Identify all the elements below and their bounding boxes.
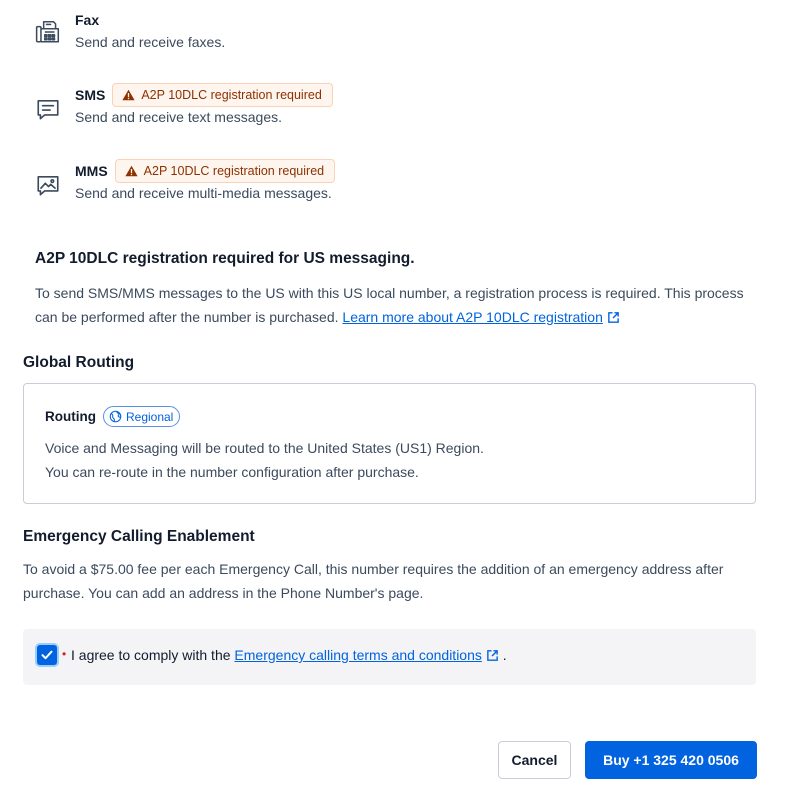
globe-icon (109, 410, 122, 423)
a2p-warning-badge (112, 83, 332, 107)
sms-icon (34, 96, 62, 124)
external-link-icon (607, 311, 620, 324)
emergency-agreement (23, 629, 756, 685)
routing-regional-pill (103, 406, 180, 427)
capability-name: MMS (75, 163, 108, 179)
cancel-button[interactable]: Cancel (498, 741, 571, 779)
capability-name: Fax (75, 12, 100, 28)
required-indicator: • (62, 647, 67, 661)
buy-number-button[interactable]: Buy +1 325 420 0506 (585, 741, 757, 779)
capability-fax (34, 10, 226, 50)
emergency-heading: Emergency Calling Enablement (23, 528, 255, 545)
a2p-heading: A2P 10DLC registration required for US messaging. (35, 250, 415, 267)
emergency-terms-link[interactable]: Emergency calling terms and conditions (234, 647, 482, 663)
mms-icon (34, 172, 62, 200)
a2p-learn-more-link[interactable]: Learn more about A2P 10DLC registration (342, 309, 603, 325)
capability-description: Send and receive multi-media messages. (75, 185, 332, 201)
global-routing-heading: Global Routing (23, 354, 135, 371)
agree-suffix: . (502, 647, 507, 663)
agree-prefix: I agree to comply with the (71, 647, 231, 663)
warning-icon (122, 89, 135, 101)
a2p-warning-badge (115, 159, 335, 183)
routing-card (23, 383, 756, 504)
routing-line-2: You can re-route in the number configuration after purchase. (45, 464, 419, 480)
checkmark-icon (41, 650, 53, 660)
routing-label: Routing (45, 409, 96, 424)
capability-description: Send and receive text messages. (75, 109, 283, 125)
badge-label: A2P 10DLC registration required (143, 164, 325, 178)
capability-sms (34, 83, 322, 125)
capability-description: Send and receive faxes. (75, 34, 226, 50)
capability-mms (34, 159, 332, 201)
a2p-description (35, 281, 755, 329)
capability-name: SMS (75, 87, 106, 103)
a2p-body-text: To send SMS/MMS messages to the US with this US local number, a registration process is required. This process can be performed after the number is purchased. (35, 285, 744, 325)
external-link-icon (486, 649, 499, 662)
warning-icon (125, 165, 138, 177)
agree-checkbox[interactable] (37, 645, 57, 665)
badge-label: A2P 10DLC registration required (141, 88, 322, 102)
agree-label[interactable] (71, 647, 507, 663)
emergency-description: To avoid a $75.00 fee per each Emergency Call, this number requires the addition of an emergency address after purchase. You can add an address in the Phone Number's page. (23, 561, 724, 601)
routing-line-1: Voice and Messaging will be routed to the United States (US1) Region. (45, 440, 484, 456)
pill-label: Regional (125, 409, 174, 424)
fax-icon (34, 18, 62, 46)
